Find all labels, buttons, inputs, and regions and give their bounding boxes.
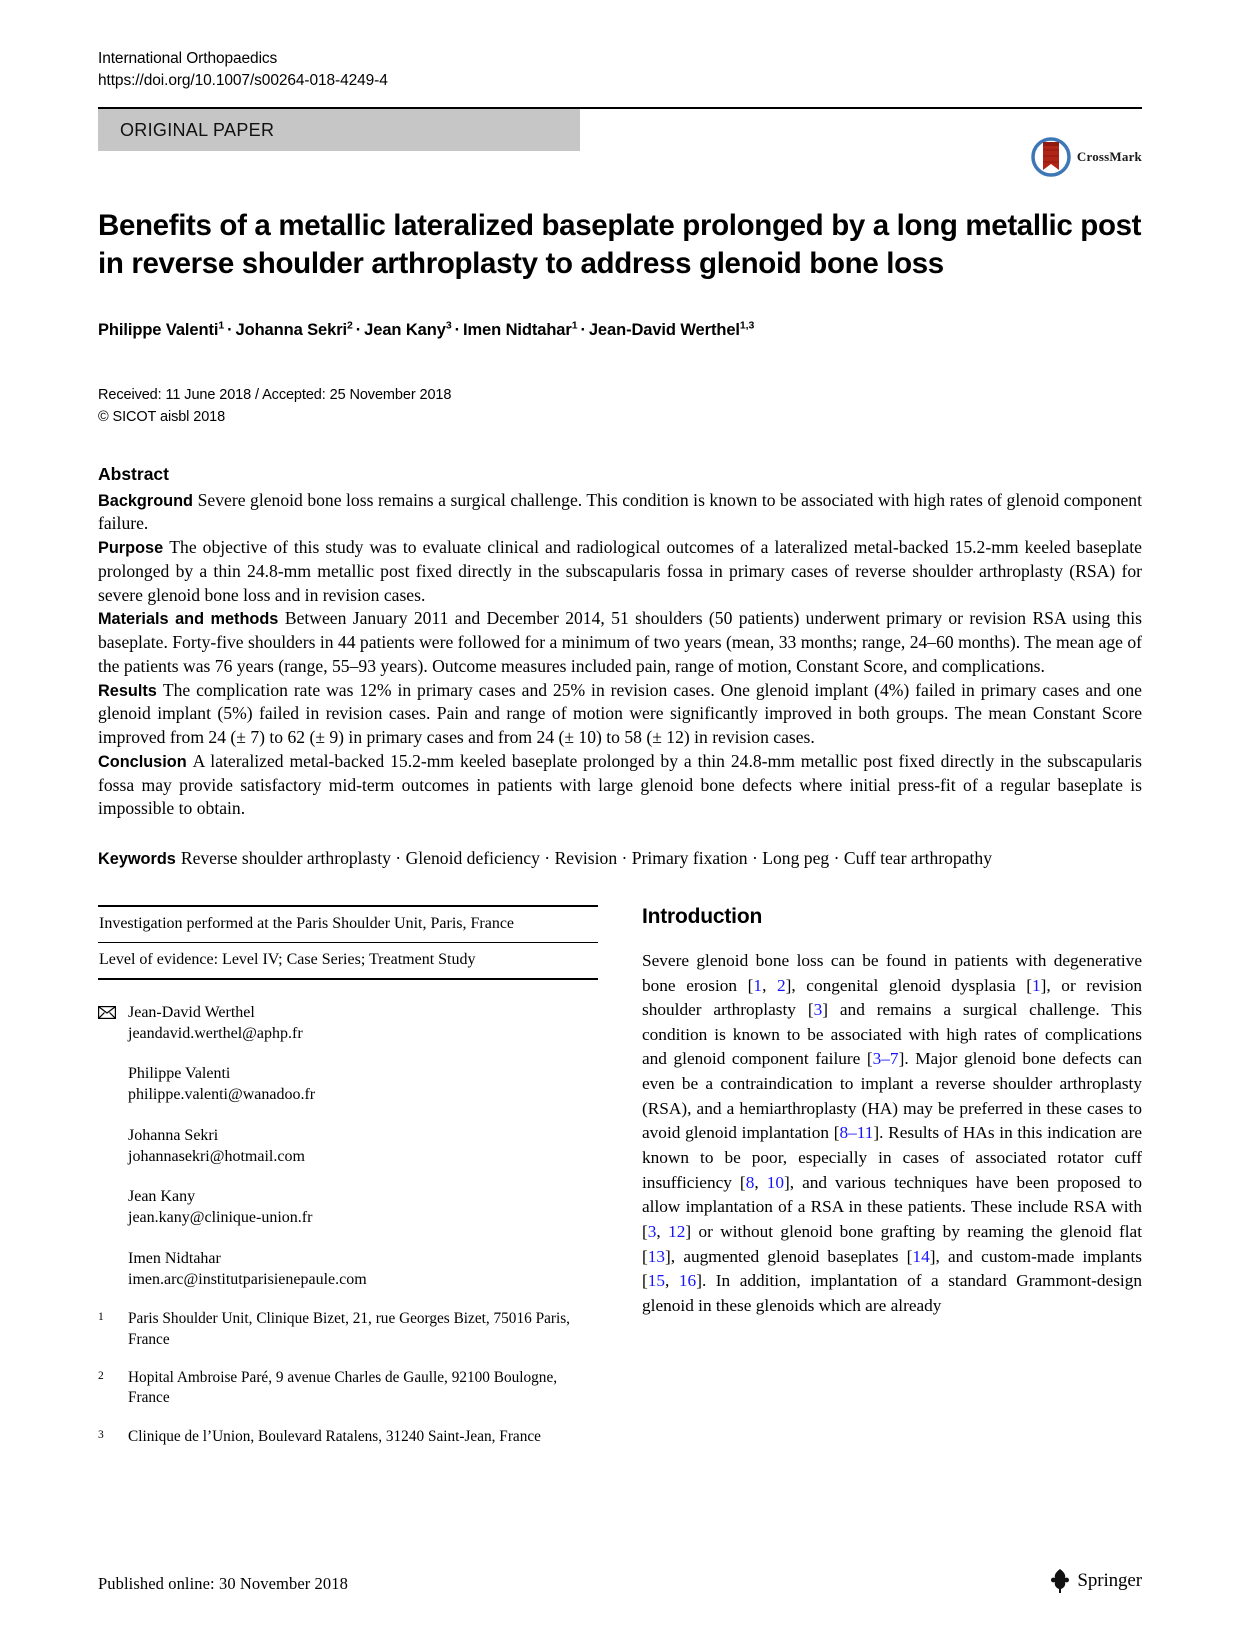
received-accepted: Received: 11 June 2018 / Accepted: 25 November 2018 xyxy=(98,386,452,403)
contact-indent xyxy=(98,1125,128,1168)
introduction-heading: Introduction xyxy=(642,904,763,928)
body-text-run: ], and custom-made implants [ xyxy=(642,1246,1143,1291)
contact-entry xyxy=(98,1248,598,1291)
contact-email[interactable]: johannasekri@hotmail.com xyxy=(128,1147,305,1165)
journal-doi[interactable]: https://doi.org/10.1007/s00264-018-4249-4 xyxy=(98,72,388,89)
citation-link[interactable]: 3–7 xyxy=(872,1049,899,1069)
body-text-run: ], or revision shoulder arthroplasty [ xyxy=(642,975,1142,1020)
citation-link[interactable]: 2 xyxy=(776,975,786,995)
level-of-evidence-note: Level of evidence: Level IV; Case Series; Treatment Study xyxy=(99,950,476,968)
citation-link[interactable]: 10 xyxy=(766,1172,784,1192)
abstract-section-label: Materials and methods xyxy=(98,610,285,629)
affiliation-entry xyxy=(98,1368,598,1409)
crossmark-logo[interactable] xyxy=(1031,137,1142,177)
crossmark-icon xyxy=(1031,137,1071,177)
contact-name: Johanna Sekri xyxy=(128,1126,219,1144)
keywords-label: Keywords xyxy=(98,850,176,868)
abstract-section-text: Between January 2011 and December 2014, 51 shoulders (50 patients) underwent primary or revision RSA using this baseplate. Forty-five shoulders in 44 patients were followed for a minimum of two years (mean, 33 months; range, 24–60 months). The mean age of the patients was 76 years (range, 55–93 years). Outcome measures included pain, range of motion, Constant Score, and complications. xyxy=(98,608,1142,676)
affiliation-text: Hopital Ambroise Paré, 9 avenue Charles de Gaulle, 92100 Boulogne, France xyxy=(128,1368,558,1407)
springer-logo xyxy=(1049,1568,1142,1594)
body-text-run: ], and various techniques have been proposed to allow implantation of a RSA in these patients. These include RSA with [ xyxy=(642,1172,1142,1241)
abstract-section-label: Purpose xyxy=(98,539,170,558)
author-affiliation-marker: 2 xyxy=(347,319,353,331)
author-affiliation-marker: 1 xyxy=(571,319,578,331)
citation-link[interactable]: 8–11 xyxy=(839,1123,874,1143)
contact-entry xyxy=(98,1002,598,1045)
contact-email[interactable]: jean.kany@clinique-union.fr xyxy=(128,1209,313,1227)
affiliation-number: 1 xyxy=(98,1311,104,1324)
contact-entry xyxy=(98,1125,598,1168)
published-online: Published online: 30 November 2018 xyxy=(98,1574,348,1593)
springer-tree-icon xyxy=(1049,1568,1071,1594)
investigation-note: Investigation performed at the Paris Shoulder Unit, Paris, France xyxy=(99,914,515,932)
body-text-run: , xyxy=(656,1221,669,1241)
contact-entry xyxy=(98,1186,598,1229)
abstract-section-text: The complication rate was 12% in primary cases and 25% in revision cases. One glenoid implant (4%) failed in primary cases and one glenoid implant (5%) failed in revision cases. Pain and range of motion were significantly improved in both groups. The mean Constant Score improved from 24 (± 7) to 62 (± 9) in primary cases and from 24 (± 10) to 58 (± 12) in revision cases. xyxy=(98,679,1142,748)
affiliation-list xyxy=(98,1309,598,1447)
abstract-section-text: Severe glenoid bone loss remains a surgical challenge. This condition is known to be associated with high rates of glenoid component failure. xyxy=(98,489,1142,534)
citation-link[interactable]: 13 xyxy=(647,1246,666,1266)
contact-email[interactable]: jeandavid.werthel@aphp.fr xyxy=(128,1024,303,1042)
abstract-section-text: A lateralized metal-backed 15.2-mm keeled baseplate prolonged by a thin 24.8-mm metallic post fixed directly in the subscapularis fossa may provide satisfactory mid-term outcomes in patients with large glenoid bone defects where initial press-fit of a regular baseplate is impossible to obtain. xyxy=(98,750,1142,819)
citation-link[interactable]: 12 xyxy=(668,1221,686,1241)
author-separator: · xyxy=(355,320,362,339)
abstract-section-label: Results xyxy=(98,681,163,700)
author-name: Jean-David Werthel xyxy=(588,320,740,339)
citation-link[interactable]: 1 xyxy=(753,975,763,995)
contact-details xyxy=(128,1125,305,1168)
abstract-section-label: Background xyxy=(98,491,198,510)
paper-type-badge: ORIGINAL PAPER xyxy=(98,109,580,151)
contact-name: Philippe Valenti xyxy=(128,1065,231,1083)
abstract-section-label: Conclusion xyxy=(98,752,193,771)
abstract-section xyxy=(98,489,1142,537)
citation-link[interactable]: 15 xyxy=(647,1271,666,1291)
journal-header xyxy=(98,0,1142,92)
two-column-area xyxy=(98,905,1142,1465)
abstract-section xyxy=(98,536,1142,607)
publication-dates xyxy=(98,384,1142,428)
contact-name: Imen Nidtahar xyxy=(128,1249,221,1267)
contact-indent xyxy=(98,1186,128,1229)
contact-name: Jean-David Werthel xyxy=(128,1003,255,1021)
abstract-section xyxy=(98,750,1142,821)
affiliation-number: 2 xyxy=(98,1369,104,1382)
author-separator: · xyxy=(227,320,233,339)
page-footer xyxy=(98,1568,1142,1594)
contact-indent xyxy=(98,1248,128,1291)
citation-link[interactable]: 16 xyxy=(678,1271,697,1291)
affiliation-number: 3 xyxy=(98,1428,104,1441)
body-text-run: ], congenital glenoid dysplasia [ xyxy=(785,975,1032,995)
affiliation-text: Paris Shoulder Unit, Clinique Bizet, 21, rue Georges Bizet, 75016 Paris, France xyxy=(128,1310,570,1348)
citation-link[interactable]: 1 xyxy=(1031,975,1041,995)
affiliation-entry xyxy=(98,1427,598,1447)
contact-details xyxy=(128,1248,367,1291)
author-name: Jean Kany xyxy=(364,320,446,339)
citation-link[interactable]: 14 xyxy=(912,1246,930,1266)
author-list xyxy=(98,321,1142,340)
citation-link[interactable]: 8 xyxy=(745,1172,755,1192)
citation-link[interactable]: 3 xyxy=(813,1000,823,1020)
affiliation-entry xyxy=(98,1309,598,1350)
contact-indent xyxy=(98,1063,128,1106)
crossmark-label: CrossMark xyxy=(1076,149,1142,164)
contact-details xyxy=(128,1063,315,1106)
keywords-line xyxy=(98,847,1142,871)
abstract-section xyxy=(98,607,1142,678)
contact-name: Jean Kany xyxy=(128,1188,196,1206)
copyright-line: © SICOT aisbl 2018 xyxy=(98,408,226,425)
body-text-run: ]. In addition, implantation of a standard Grammont-design glenoid in these glenoids which are already xyxy=(642,1271,1143,1315)
introduction-paragraph xyxy=(642,949,1142,1319)
author-name: Johanna Sekri xyxy=(235,320,348,339)
keywords-text: Reverse shoulder arthroplasty · Glenoid deficiency · Revision · Primary fixation · Long peg · Cuff tear arthropathy xyxy=(180,848,993,868)
paper-type-row xyxy=(98,109,1142,164)
body-text-run: Severe glenoid bone loss can be found in patients with degenerative bone erosion [ xyxy=(642,950,1142,995)
abstract-section-text: The objective of this study was to evaluate clinical and radiological outcomes of a lateralized metal-backed 15.2-mm keeled baseplate prolonged by a thin 24.8-mm metallic post fixed directly in the subscapularis fossa in primary cases of reverse shoulder arthroplasty (RSA) for severe glenoid bone loss and in revision cases. xyxy=(98,537,1142,605)
body-text-run: ] or without glenoid bone grafting by reaming the glenoid flat [ xyxy=(642,1221,1142,1266)
author-separator: · xyxy=(454,320,460,339)
body-text-run: , xyxy=(754,1172,767,1192)
affiliation-text: Clinique de l’Union, Boulevard Ratalens, 31240 Saint-Jean, France xyxy=(128,1427,541,1445)
contact-list xyxy=(98,1002,598,1291)
contact-email[interactable]: philippe.valenti@wanadoo.fr xyxy=(128,1086,316,1104)
abstract-body xyxy=(98,489,1142,821)
body-text-run: ] and remains a surgical challenge. This condition is known to be associated with high rates of complications and glenoid component failure [ xyxy=(642,1000,1142,1069)
author-affiliation-marker: 1 xyxy=(218,319,225,331)
journal-name: International Orthopaedics xyxy=(98,50,278,67)
abstract-heading: Abstract xyxy=(98,463,169,484)
notes-bottom-rule xyxy=(98,978,598,980)
envelope-icon xyxy=(98,1002,128,1045)
author-name: Imen Nidtahar xyxy=(462,320,572,339)
body-text-run: ], augmented glenoid baseplates [ xyxy=(665,1246,913,1266)
author-separator: · xyxy=(580,320,586,339)
author-affiliation-marker: 3 xyxy=(445,319,452,331)
body-text-run: , xyxy=(762,975,777,995)
left-column xyxy=(98,905,598,1465)
citation-link[interactable]: 3 xyxy=(647,1221,657,1241)
author-affiliation-marker: 1,3 xyxy=(739,319,755,331)
contact-details xyxy=(128,1186,312,1229)
springer-wordmark: Springer xyxy=(1077,1570,1142,1591)
contact-email[interactable]: imen.arc@institutparisienepaule.com xyxy=(128,1270,367,1288)
body-text-run: , xyxy=(665,1271,679,1291)
body-text-run: ]. Major glenoid bone defects can even be a contraindication to implant a reverse shoulder arthroplasty (RSA), and a hemiarthroplasty (HA) may be preferred in these cases to avoid glenoid implantation [ xyxy=(642,1049,1142,1143)
right-column xyxy=(642,905,1142,1465)
author-name: Philippe Valenti xyxy=(98,320,219,339)
contact-details xyxy=(128,1002,303,1045)
page-title: Benefits of a metallic lateralized baseplate prolonged by a long metallic post in reverse shoulder arthroplasty to address glenoid bone loss xyxy=(98,209,1142,280)
contact-entry xyxy=(98,1063,598,1106)
body-text-run: ]. Results of HAs in this indication are known to be poor, especially in cases of associated rotator cuff insufficiency [ xyxy=(642,1123,1143,1192)
abstract-section xyxy=(98,679,1142,750)
